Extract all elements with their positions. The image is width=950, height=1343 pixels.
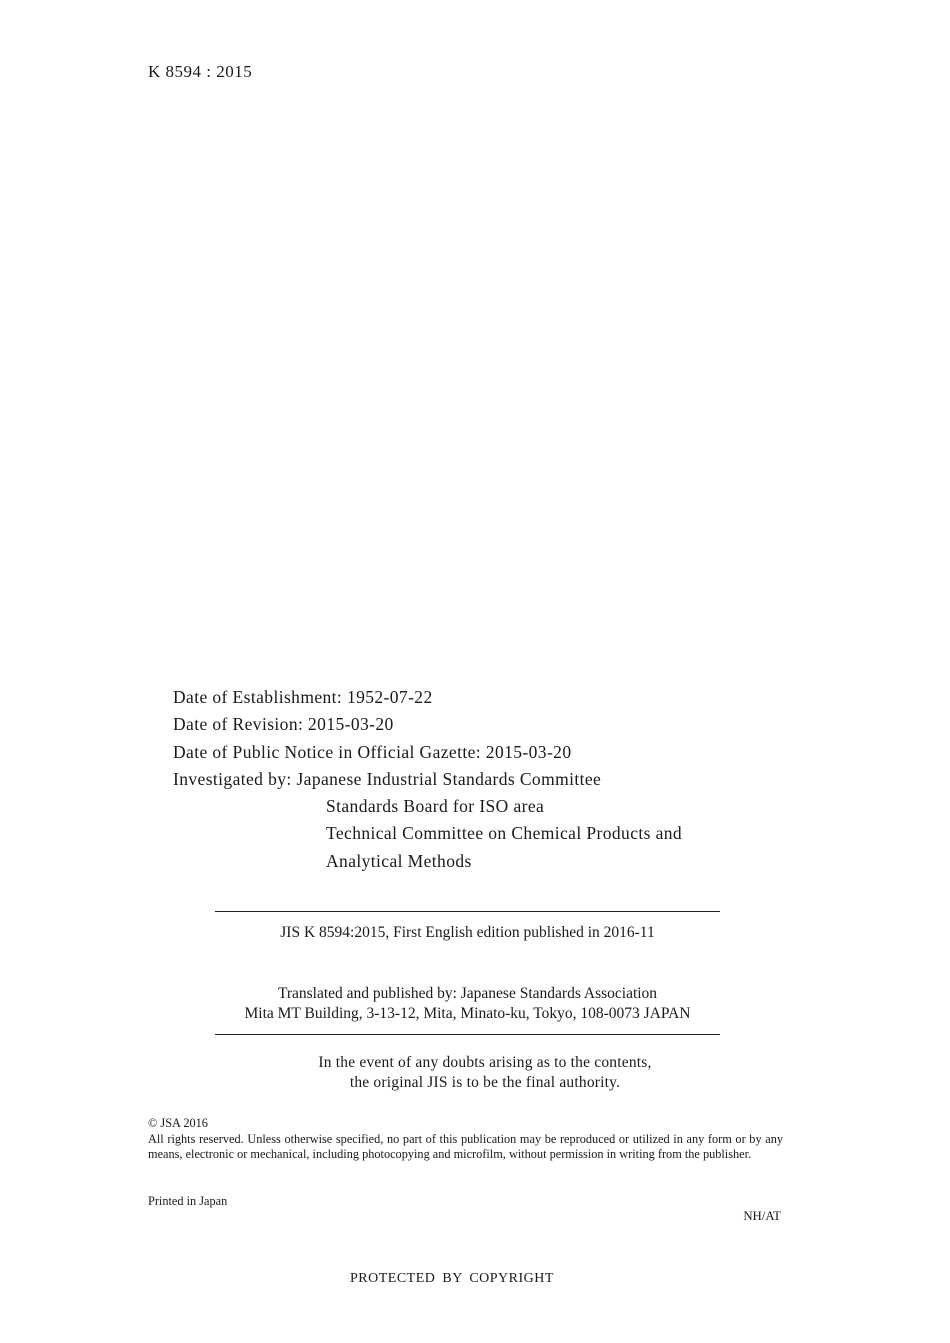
publisher-address: Mita MT Building, 3-13-12, Mita, Minato-ku, Tokyo, 108-0073 JAPAN [244, 1005, 691, 1022]
investigated-by-label: Investigated by: [173, 768, 297, 789]
investigated-by-line-3: Technical Committee on Chemical Products and [326, 823, 683, 844]
standard-code: K 8594 : 2015 [148, 62, 253, 81]
date-of-public-notice: Date of Public Notice in Official Gazette: 2015-03-20 [173, 741, 572, 762]
date-of-establishment: Date of Establishment: 1952-07-22 [173, 687, 433, 707]
authority-notice [215, 1053, 755, 1093]
copyright-block [148, 1116, 783, 1163]
date-of-revision: Date of Revision: 2015-03-20 [173, 714, 394, 735]
document-code: NH/AT [743, 1209, 781, 1223]
investigated-by-line-2: Standards Board for ISO area [326, 796, 545, 817]
authority-line-1: In the event of any doubts arising as to the contents, [318, 1054, 652, 1071]
edition-statement: JIS K 8594:2015, First English edition published in 2016-11 [280, 924, 655, 941]
protected-footer: PROTECTED BY COPYRIGHT [350, 1271, 554, 1286]
authority-line-2: the original JIS is to be the final authority. [349, 1074, 621, 1091]
investigated-by-line-4: Analytical Methods [326, 850, 472, 871]
divider-top [215, 911, 720, 912]
publisher-line-1: Translated and published by: Japanese Standards Association [277, 985, 658, 1002]
investigated-by [173, 766, 682, 793]
publisher-block [200, 984, 735, 1024]
rights-statement: All rights reserved. Unless otherwise specified, no part of this publication may be reproduced or utilized in any form or by any means, electronic or mechanical, including photocopying and microfilm, without permission in writing from the publisher. [148, 1131, 783, 1161]
printed-in: Printed in Japan [148, 1194, 228, 1208]
document-info-block [173, 684, 682, 875]
investigated-by-line-1: Japanese Industrial Standards Committee [296, 768, 602, 789]
copyright-notice: © JSA 2016 [148, 1116, 208, 1130]
divider-bottom [215, 1034, 720, 1035]
